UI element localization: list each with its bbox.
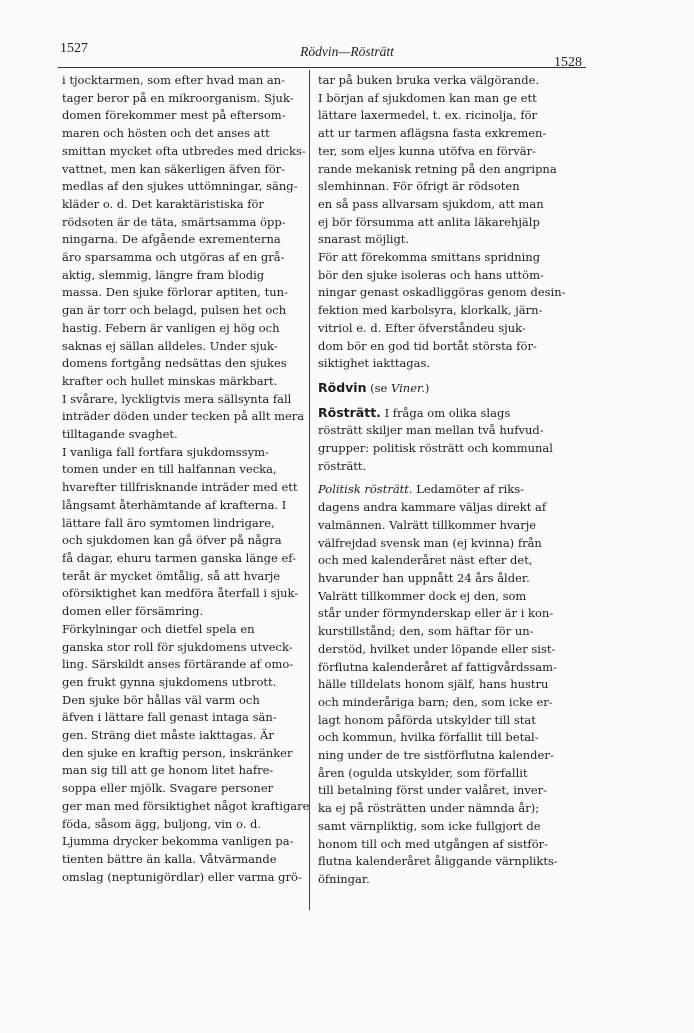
text-line: I vanliga fall fortfara sjukdomssym- — [62, 444, 269, 459]
text-line: äro sparsamma och utgöras af en grå- — [62, 250, 285, 265]
text-line: i tjocktarmen, som efter hvad man an- — [62, 73, 286, 87]
text-line: inträder döden under tecken på allt mera — [62, 409, 305, 424]
text-line: hvarefter tillfrisknande inträder med ett — [62, 480, 298, 495]
text-line: domen eller försämring. — [62, 604, 204, 619]
headword-rostratt: Rösträtt. — [318, 404, 381, 420]
text-line: Den sjuke bör hållas väl varm och — [62, 692, 260, 707]
text-line: smittan mycket ofta utbredes med dricks- — [62, 143, 306, 158]
rodvin-ref-open: (se — [366, 380, 392, 395]
text-line: ning under de tre sistförflutna kalender- — [318, 748, 554, 763]
text-line: rösträtt skiljer man mellan två hufvud- — [318, 423, 544, 438]
text-line: rödsoten är de täta, smärtsamma öpp- — [62, 214, 286, 229]
text-line: förflutna kalenderåret af fattigvårdssam- — [318, 659, 557, 674]
text-line: rande mekanisk retning på den angripna — [318, 161, 557, 176]
text-line: gan är torr och belagd, pulsen het och — [62, 303, 287, 318]
text-line: oförsiktighet kan medföra återfall i sjuk- — [62, 586, 299, 601]
text-line: vattnet, men kan säkerligen äfven för- — [62, 161, 286, 176]
text-line: tomen under en till halfannan vecka, — [62, 462, 277, 477]
text-line: ningar genast oskadliggöras genom desin- — [318, 285, 566, 300]
text-line: honom till och med utgången af sistför- — [318, 836, 548, 851]
text-line: valmännen. Valrätt tillkommer hvarje — [318, 517, 537, 532]
text-line: ganska stor roll för sjukdomens utveck- — [62, 639, 293, 654]
left-column — [62, 72, 310, 886]
text-line: gen. Sträng diet måste iakttagas. Är — [62, 728, 274, 743]
text-line: ningarna. De afgående exrementerna — [62, 232, 281, 247]
text-line: hvarunder han uppnått 24 års ålder. — [318, 570, 530, 585]
text-line: För att förekomma smittans spridning — [318, 250, 541, 265]
text-line: dom bör en god tid bortåt största för- — [318, 338, 537, 353]
text-line: Ljumma drycker bekomma vanligen pa- — [62, 834, 294, 849]
text-line: derstöd, hvilket under löpande eller sist- — [318, 641, 556, 656]
text-line: medlas af den sjukes uttömningar, säng- — [62, 179, 298, 194]
text-line: ej bör försumma att anlita läkarehjälp — [318, 214, 540, 229]
text-line: kurstillstånd; den, som häftar för un- — [318, 624, 534, 639]
text-line: rösträtt. — [318, 458, 367, 473]
text-line: grupper: politisk rösträtt och kommunal — [318, 441, 553, 456]
text-line: Valrätt tillkommer dock ej den, som — [318, 588, 527, 603]
page-header — [0, 0, 694, 70]
text-line: lagt honom påförda utskylder till stat — [318, 712, 536, 727]
text-line: lättare fall äro symtomen lindrigare, — [62, 515, 275, 530]
text-line: siktighet iakttagas. — [318, 356, 431, 371]
page-number-right: 1528 — [554, 55, 582, 70]
rodvin-ref-close: ) — [424, 380, 430, 395]
text-line: teråt är mycket ömtålig, så att hvarje — [62, 568, 281, 583]
text-line: åren (ogulda utskylder, som förfallit — [318, 765, 528, 780]
political-first-line-text: Ledamöter af riks- — [412, 482, 525, 497]
headword-rodvin: Rödvin — [318, 379, 367, 395]
text-line: tilltagande svaghet. — [62, 427, 178, 442]
text-line: hastig. Febern är vanligen ej hög och — [62, 320, 280, 335]
right-column-dysentery-continued — [318, 72, 585, 373]
text-line: omslag (neptunigördlar) eller varma grö- — [62, 869, 302, 884]
text-line: man sig till att ge honom litet hafre- — [62, 763, 274, 778]
text-line: tager beror på en mikroorganism. Sjuk- — [62, 90, 294, 105]
text-line: den sjuke en kraftig person, inskränker — [62, 745, 293, 760]
text-line: en så pass allvarsam sjukdom, att man — [318, 196, 544, 211]
text-line: och kommun, hvilka förfallit till betal- — [318, 730, 539, 745]
text-line: öfningar. — [318, 871, 370, 886]
entry-rostratt-first-line — [318, 404, 585, 423]
text-line: snarast möjligt. — [318, 232, 410, 247]
text-line: till betalning först under valåret, inver- — [318, 783, 548, 798]
text-line: Förkylningar och dietfel spela en — [62, 621, 255, 636]
text-line: tar på buken bruka verka välgörande. — [318, 73, 540, 87]
text-line: ter, som eljes kunna utöfva en förvär- — [318, 143, 536, 158]
text-line: ger man med försiktighet något kraftigare — [62, 798, 310, 813]
rostratt-body — [318, 422, 585, 475]
text-line: tienten bättre än kalla. Våtvärmande — [62, 851, 277, 866]
entry-rodvin — [318, 379, 585, 398]
rodvin-ref-target: Viner. — [391, 380, 425, 395]
text-line: äfven i lättare fall genast intaga sän- — [62, 710, 277, 725]
text-line: ka ej på rösträtten under nämnda år); — [318, 801, 540, 816]
text-line: domen förekommer mest på eftersom- — [62, 108, 286, 123]
text-line: ling. Särskildt anses förtärande af omo- — [62, 657, 294, 672]
text-line: massa. Den sjuke förlorar aptiten, tun- — [62, 285, 288, 300]
text-line: samt värnpliktig, som icke fullgjort de — [318, 818, 541, 833]
text-line: bör den sjuke isoleras och hans uttöm- — [318, 267, 544, 282]
header-rule — [58, 67, 586, 68]
right-column — [318, 72, 585, 889]
column-divider — [309, 70, 310, 910]
text-line: och minderåriga barn; den, som icke er- — [318, 694, 553, 709]
text-line: soppa eller mjölk. Svagare personer — [62, 781, 274, 796]
text-line: I början af sjukdomen kan man ge ett — [318, 90, 537, 105]
text-line: maren och hösten och det anses att — [62, 126, 270, 141]
text-line: I svårare, lyckligtvis mera sällsynta fall — [62, 391, 292, 406]
text-line: och med kalenderåret näst efter det, — [318, 553, 533, 568]
page-number-left: 1527 — [60, 41, 88, 56]
text-line: vitriol e. d. Efter öfverståndeu sjuk- — [318, 320, 526, 335]
text-line: dagens andra kammare väljas direkt af — [318, 500, 547, 515]
running-title: Rödvin—Rösträtt — [300, 44, 394, 59]
text-line: fektion med karbolsyra, klorkalk, järn- — [318, 303, 543, 318]
text-line: och sjukdomen kan gå öfver på några — [62, 533, 282, 548]
text-line: flutna kalenderåret åliggande värnplikts- — [318, 854, 558, 869]
text-line: domens fortgång nedsättas den sjukes — [62, 356, 287, 371]
text-line: att ur tarmen aflägsna fasta exkremen- — [318, 126, 547, 141]
text-line: välfrejdad svensk man (ej kvinna) från — [318, 535, 542, 550]
text-line: föda, såsom ägg, buljong, vin o. d. — [62, 816, 262, 831]
text-line: saknas ej sällan alldeles. Under sjuk- — [62, 338, 278, 353]
rostratt-first-line-text: I fråga om olika slags — [380, 405, 511, 420]
text-line: slemhinnan. För öfrigt är rödsoten — [318, 179, 520, 194]
text-line: aktig, slemmig, längre fram blodig — [62, 267, 265, 282]
subhead-political-rostratt: Politisk rösträtt. — [318, 482, 413, 497]
text-line: få dagar, ehuru tarmen ganska länge ef- — [62, 550, 296, 565]
text-line: kläder o. d. Det karaktäristiska för — [62, 196, 264, 211]
political-body — [318, 499, 585, 888]
text-line: krafter och hullet minskas märkbart. — [62, 373, 278, 388]
text-line: hälle tilldelats honom själf, hans hustru — [318, 677, 549, 692]
political-first-line — [318, 481, 585, 499]
text-line: lättare laxermedel, t. ex. ricinolja, för — [318, 108, 538, 123]
text-line: står under förmynderskap eller är i kon- — [318, 606, 554, 621]
text-line: gen frukt gynna sjukdomens utbrott. — [62, 674, 277, 689]
text-line: långsamt återhämtande af krafterna. I — [62, 497, 287, 512]
